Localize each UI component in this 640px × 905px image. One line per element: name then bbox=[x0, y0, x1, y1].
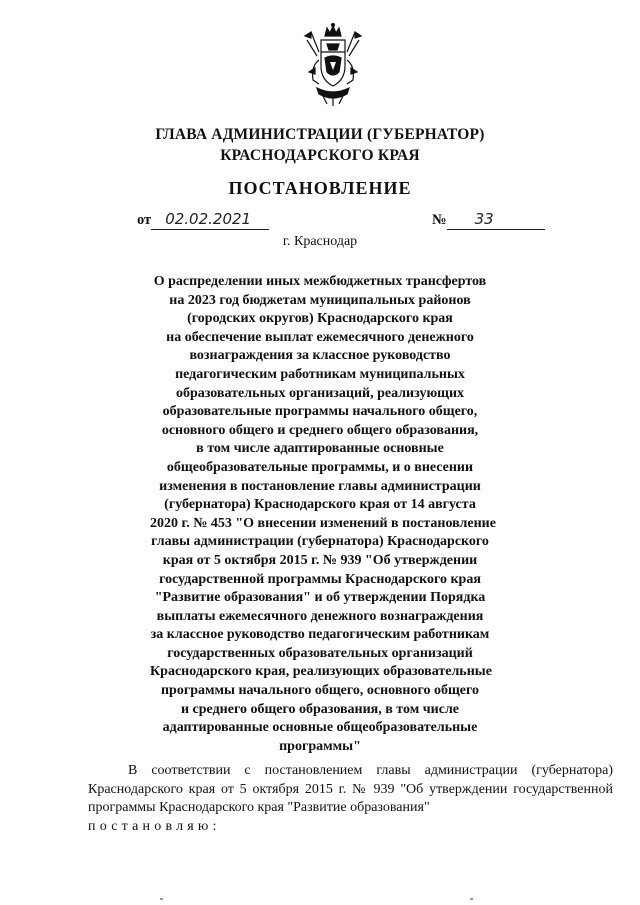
number-prefix: № bbox=[432, 212, 447, 228]
document-title bbox=[150, 273, 496, 756]
title-line: (губернатора) Краснодарского края от 14 августа bbox=[164, 497, 476, 513]
title-line: государственной программы Краснодарского края bbox=[159, 571, 481, 587]
scan-speck bbox=[470, 898, 473, 900]
scan-speck bbox=[160, 898, 163, 900]
title-line: программы начального общего, основного общего bbox=[160, 683, 479, 699]
title-line: главы администрации (губернатора) Краснодарского bbox=[151, 534, 489, 550]
title-line: основного общего и среднего общего образования, bbox=[161, 422, 479, 438]
date-prefix: от bbox=[137, 212, 152, 228]
title-line: государственных образовательных организаций bbox=[167, 645, 473, 661]
title-line: на 2023 год бюджетам муниципальных районов bbox=[169, 292, 471, 308]
title-line: образовательных организаций, реализующих bbox=[175, 385, 465, 401]
title-line: и среднего общего образования, в том числе bbox=[180, 701, 460, 717]
title-line: вознаграждения за классное руководство bbox=[189, 348, 451, 364]
title-line: 2020 г. № 453 "О внесении изменений в постановление bbox=[150, 515, 496, 531]
title-line: (городских округов) Краснодарского края bbox=[187, 311, 453, 327]
title-line: образовательные программы начального общего, bbox=[162, 404, 478, 420]
title-line: за классное руководство педагогическим работникам bbox=[150, 627, 490, 643]
body-paragraph bbox=[88, 762, 613, 836]
title-line: "Развитие образования" и об утверждении Порядка bbox=[154, 590, 486, 606]
document-body bbox=[88, 762, 613, 836]
authority-line-1: ГЛАВА АДМИНИСТРАЦИИ (ГУБЕРНАТОР) bbox=[155, 126, 485, 143]
title-line: педагогическим работникам муниципальных bbox=[175, 366, 465, 382]
date-value: 02.02.2021 bbox=[151, 210, 269, 230]
city: г. Краснодар bbox=[282, 234, 358, 249]
number-line bbox=[432, 210, 545, 230]
title-line: в том числе адаптированные основные bbox=[196, 441, 444, 457]
coat-of-arms-icon bbox=[297, 22, 369, 106]
title-line: Краснодарского края, реализующих образовательные bbox=[150, 664, 492, 680]
number-value: 33 bbox=[447, 210, 545, 230]
date-line bbox=[137, 210, 269, 230]
title-line: изменения в постановление главы администрации bbox=[159, 478, 481, 494]
title-line: О распределении иных межбюджетных трансфертов bbox=[153, 274, 487, 289]
issuing-authority bbox=[0, 124, 640, 166]
title-line: выплаты ежемесячного денежного вознаграждения bbox=[156, 608, 484, 624]
title-line: программы" bbox=[279, 738, 361, 754]
title-line: адаптированные основные общеобразовательные bbox=[162, 720, 478, 736]
title-line: на обеспечение выплат ежемесячного денежного bbox=[166, 329, 474, 345]
decree-word: постановляю: bbox=[88, 818, 221, 834]
title-line: общеобразовательные программы, и о внесении bbox=[166, 459, 474, 475]
document-type: ПОСТАНОВЛЕНИЕ bbox=[228, 178, 412, 198]
authority-line-2: КРАСНОДАРСКОГО КРАЯ bbox=[220, 147, 420, 164]
body-paragraph-text: В соответствии с постановлением главы администрации (губернатора) Краснодарского края от 5 октября 2015 г. № 939 "Об утверждении государственной программы Краснодарского края "Развитие образования" bbox=[88, 763, 613, 816]
title-line: края от 5 октября 2015 г. № 939 "Об утверждении bbox=[162, 552, 478, 568]
